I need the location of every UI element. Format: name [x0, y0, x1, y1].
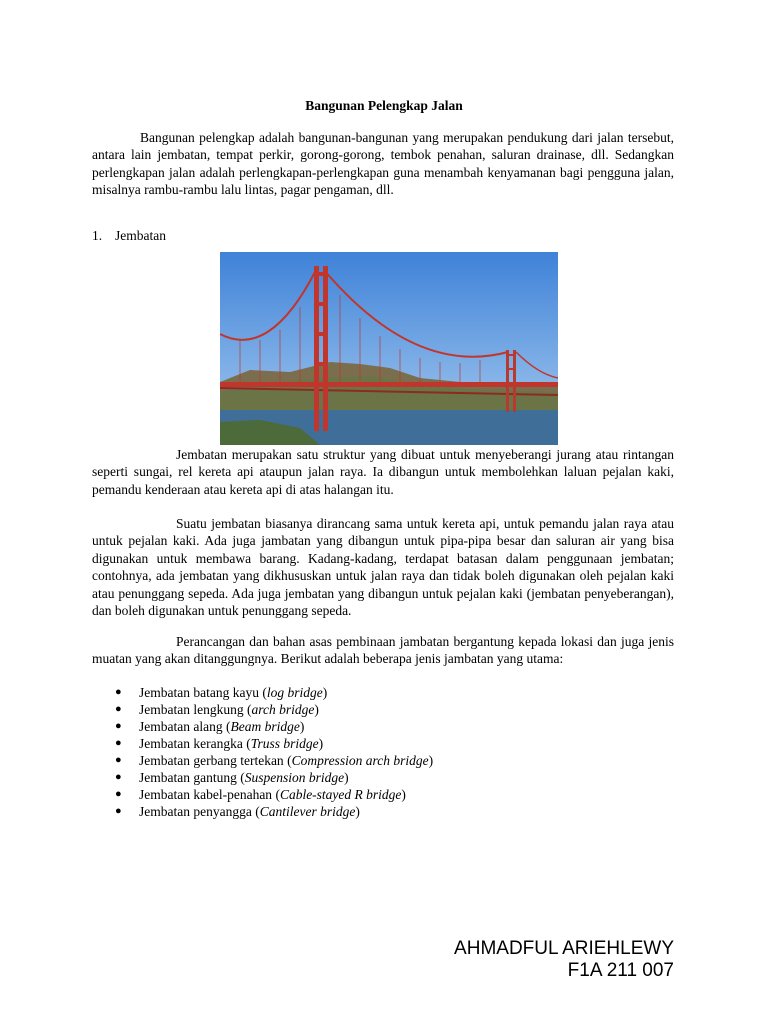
bridge-types-intro-paragraph: Perancangan dan bahan asas pembinaan jambatan bergantung kepada lokasi dan juga jenis muatan yang akan ditanggungnya. Berikut adalah beberapa jenis jambatan yang utama: [92, 634, 674, 667]
list-item: ● Jembatan kerangka (Truss bridge) [115, 736, 324, 751]
bullet-icon: ● [115, 788, 122, 800]
bullet-icon: ● [115, 703, 122, 715]
author-id: F1A 211 007 [567, 960, 674, 981]
author-name: AHMADFUL ARIEHLEWY [454, 938, 674, 959]
list-item: ● Jembatan alang (Beam bridge) [115, 719, 305, 734]
list-item: ● Jembatan batang kayu (log bridge) [115, 685, 328, 700]
bridge-definition-paragraph: Jembatan merupakan satu struktur yang dibuat untuk menyeberangi jurang atau rintangan seperti sungai, rel kereta api ataupun jalan raya. Ia dibangun untuk membolehkan laluan pejalan kaki, pemandu kenderaan atau kereta api di atas halangan itu. [92, 447, 674, 497]
bullet-icon: ● [115, 771, 122, 783]
bridge-usage-paragraph: Suatu jembatan biasanya dirancang sama untuk kereta api, untuk pemandu jalan raya atau untuk pejalan kaki. Ada juga jambatan yang dibangun untuk pipa-pipa besar dan saluran air yang bisa digunakan untuk membawa barang. Kadang-kadang, terdapat batasan dalam penggunaan jembatan; contohnya, ada jembatan yang dikhususkan untuk jalan raya dan tidak boleh digunakan oleh pejalan kaki atau penunggang sepeda. Ada juga jembatan yang dibangun untuk pejalan kaki (jembatan penyeberangan), dan boleh digunakan untuk penunggang sepeda. [92, 516, 674, 619]
list-item: ● Jembatan gerbang tertekan (Compression arch bridge) [115, 753, 434, 768]
list-item: ● Jembatan penyangga (Cantilever bridge) [115, 804, 360, 819]
page-title: Bangunan Pelengkap Jalan [305, 98, 463, 113]
bullet-icon: ● [115, 737, 122, 749]
bullet-icon: ● [115, 805, 122, 817]
bullet-icon: ● [115, 754, 122, 766]
section-number: 1. [92, 228, 103, 243]
list-item: ● Jembatan kabel-penahan (Cable-stayed R bridge) [115, 787, 406, 802]
bridge-photo [220, 252, 558, 445]
author-block [454, 938, 674, 982]
section-title: Jembatan [115, 228, 166, 243]
intro-paragraph: Bangunan pelengkap adalah bangunan-bangunan yang merupakan pendukung dari jalan tersebut, antara lain jembatan, tempat perkir, gorong-gorong, tembok penahan, saluran drainase, dll. Sedangkan perlengkapan jalan adalah perlengkapan-perlengkapan guna menambah kenyamanan bagi pengguna jalan, misalnya rambu-rambu lalu lintas, pagar pengaman, dll. [92, 130, 674, 198]
bridge-types-list [92, 684, 433, 820]
bullet-icon: ● [115, 720, 122, 732]
list-item: ● Jembatan gantung (Suspension bridge) [115, 770, 349, 785]
bullet-icon: ● [115, 686, 122, 698]
section-heading [92, 228, 166, 244]
list-item: ● Jembatan lengkung (arch bridge) [115, 702, 319, 717]
